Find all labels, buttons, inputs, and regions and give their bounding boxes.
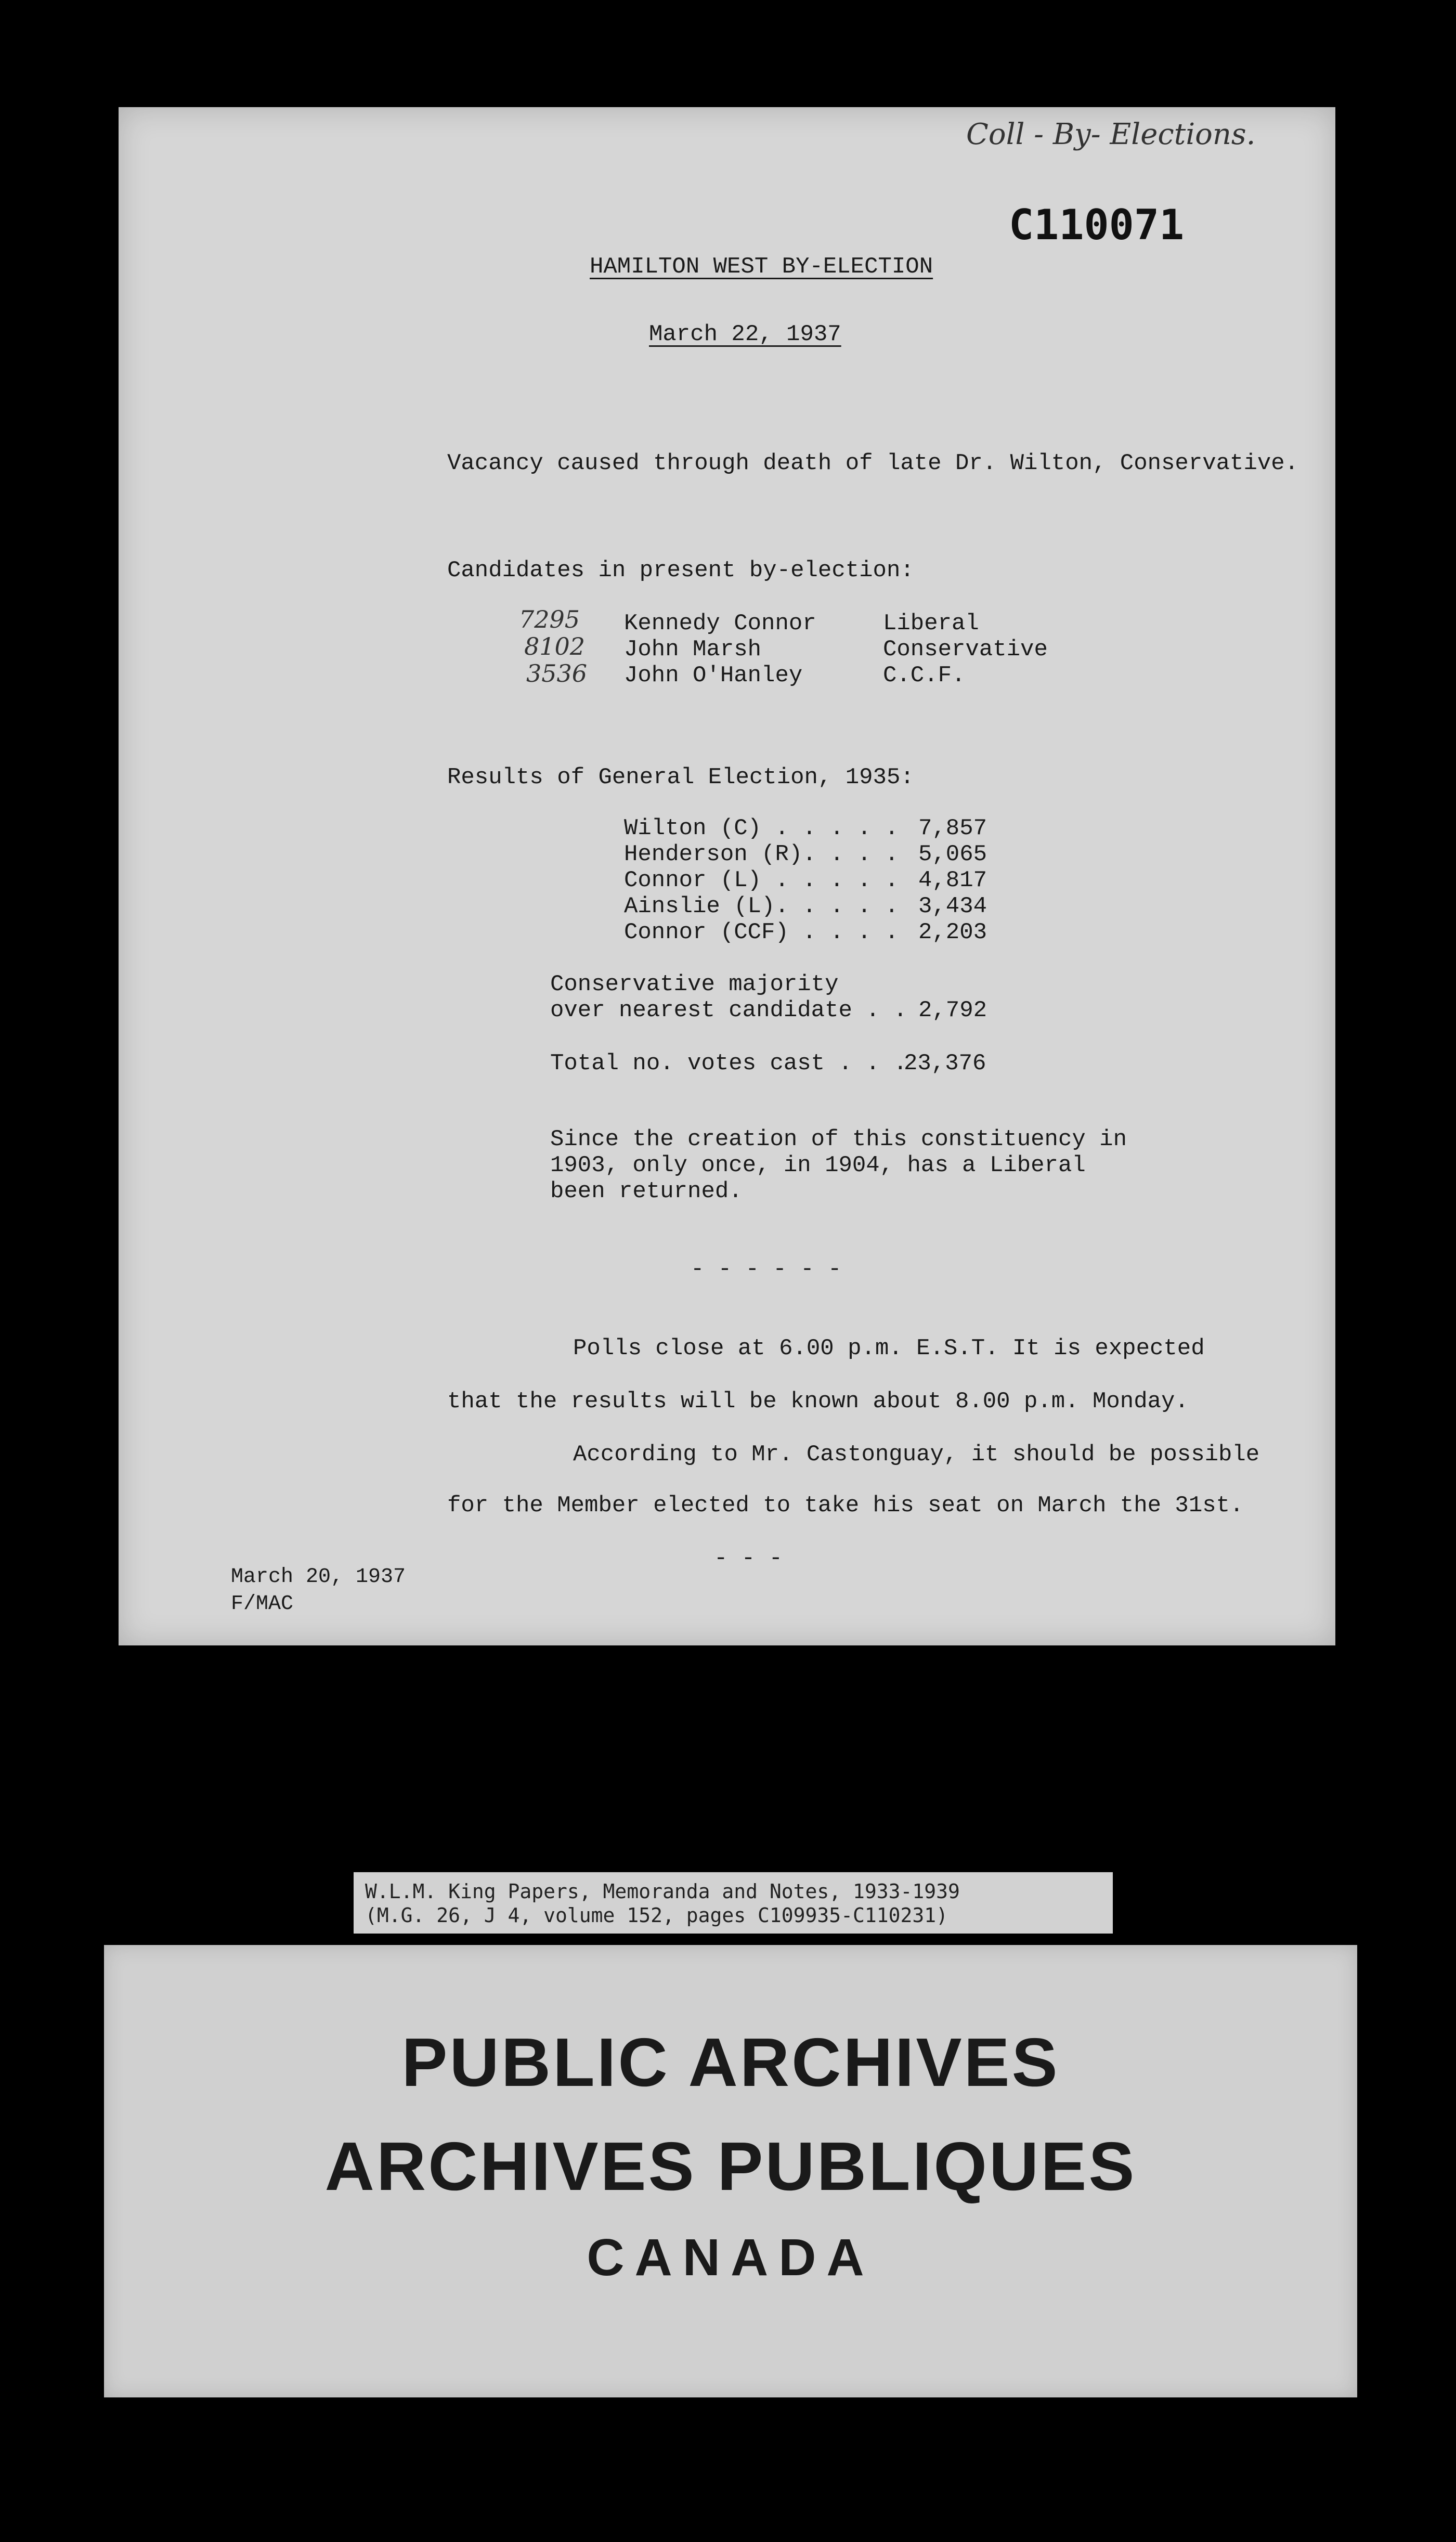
handwritten-vote-count: 7295: [519, 605, 580, 633]
result-label: Connor (CCF) . . . .: [624, 919, 899, 945]
candidate-party: Conservative: [883, 637, 1048, 663]
footer-initials: F/MAC: [231, 1592, 294, 1616]
archive-card-line2: ARCHIVES PUBLIQUES: [324, 2128, 1137, 2204]
document-date: March 22, 1937: [649, 321, 841, 347]
candidate-party: C.C.F.: [883, 663, 966, 689]
result-label: Connor (L) . . . . .: [624, 867, 899, 893]
archive-reference-line1: W.L.M. King Papers, Memoranda and Notes, 1933-1939: [365, 1880, 960, 1903]
result-value: 7,857: [918, 815, 987, 841]
result-label: Henderson (R). . . .: [624, 841, 899, 867]
notes-line4: for the Member elected to take his seat on March the 31st.: [447, 1493, 1244, 1519]
archive-card-line3: CANADA: [587, 2228, 875, 2287]
result-label: Ainslie (L). . . . .: [624, 893, 899, 919]
archive-reference-line2: (M.G. 26, J 4, volume 152, pages C109935-C110231): [365, 1904, 948, 1927]
document-title: HAMILTON WEST BY-ELECTION: [590, 254, 933, 280]
handwritten-vote-count: 3536: [526, 659, 588, 688]
majority-label-line1: Conservative majority: [550, 971, 839, 997]
total-votes-label: Total no. votes cast . . .: [550, 1050, 907, 1077]
result-value: 5,065: [918, 841, 987, 867]
notes-line1: Polls close at 6.00 p.m. E.S.T. It is expected: [573, 1335, 1205, 1361]
notes-line3: According to Mr. Castonguay, it should be possible: [573, 1442, 1260, 1468]
document-page: [119, 107, 1335, 1645]
archive-card-line1: PUBLIC ARCHIVES: [401, 2024, 1060, 2100]
result-value: 3,434: [918, 893, 987, 919]
divider: - - - - - -: [691, 1256, 842, 1282]
general-election-heading: Results of General Election, 1935:: [447, 764, 914, 790]
history-line2: 1903, only once, in 1904, has a Liberal: [550, 1152, 1086, 1178]
handwritten-annotation: Coll - By- Elections.: [966, 118, 1256, 151]
archive-card: [104, 1945, 1357, 2397]
result-value: 2,203: [918, 919, 987, 945]
history-line1: Since the creation of this constituency in: [550, 1126, 1127, 1152]
majority-label-line2: over nearest candidate . .: [550, 997, 907, 1023]
candidate-name: John O'Hanley: [624, 663, 803, 689]
handwritten-vote-count: 8102: [524, 632, 586, 660]
vacancy-text: Vacancy caused through death of late Dr. Wilton, Conservative.: [447, 450, 1299, 476]
history-line3: been returned.: [550, 1178, 743, 1204]
stamp-number: C110071: [1009, 201, 1185, 249]
archive-reference-label: [354, 1872, 1113, 1934]
total-votes-value: 23,376: [904, 1050, 986, 1077]
footer-date: March 20, 1937: [231, 1565, 406, 1589]
candidate-party: Liberal: [883, 611, 979, 637]
candidate-name: John Marsh: [624, 637, 762, 663]
candidate-name: Kennedy Connor: [624, 611, 816, 637]
result-value: 4,817: [918, 867, 987, 893]
notes-line2: that the results will be known about 8.00 p.m. Monday.: [447, 1389, 1189, 1415]
majority-value: 2,792: [918, 997, 987, 1023]
result-label: Wilton (C) . . . . .: [624, 815, 899, 841]
candidates-heading: Candidates in present by-election:: [447, 557, 914, 583]
divider: - - -: [714, 1546, 783, 1572]
